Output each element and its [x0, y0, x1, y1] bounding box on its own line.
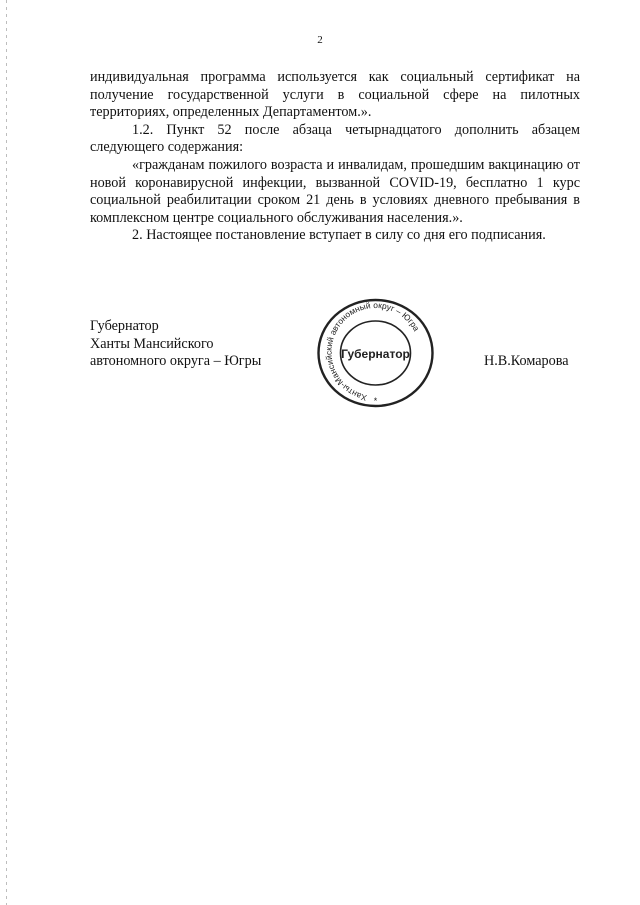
seal-bottom-mark: *	[373, 396, 378, 406]
document-body	[90, 69, 580, 245]
signatory-title-line-2: Ханты Мансийского	[90, 335, 214, 352]
signatory-name: Н.В.Комарова	[484, 353, 569, 369]
scan-page-edge	[6, 0, 7, 905]
clause-2-paragraph: 2. Настоящее постановление вступает в силу со дня его подписания.	[132, 227, 546, 244]
signatory-title-line-1: Губернатор	[90, 318, 159, 334]
signatory-title-block	[90, 318, 300, 371]
continuation-paragraph: индивидуальная программа используется как социальный сертификат на получение государственной услуги в социальной сфере на пилотных территориях, определенных Департаментом.».	[90, 69, 580, 121]
page-number: 2	[317, 34, 323, 46]
quoted-paragraph: «гражданам пожилого возраста и инвалидам, прошедшим вакцинацию от новой коронавирусной инфекции, вызванной COVID-19, бесплатно 1 курс социальной реабилитации сроком 21 день в условиях дневного пребывания в комплексном центре социального обслуживания населения.».	[90, 156, 580, 226]
signatory-title-line-3: автономного округа – Югры	[90, 353, 262, 370]
clause-1-2-paragraph: 1.2. Пункт 52 после абзаца четырнадцатого дополнить абзацем следующего содержания:	[90, 121, 580, 156]
seal-ring-textpath: Ханты-Мансийский автономный округ – Югра	[323, 299, 422, 404]
governor-seal	[313, 296, 438, 411]
seal-center-text: Губернатор	[341, 347, 410, 361]
